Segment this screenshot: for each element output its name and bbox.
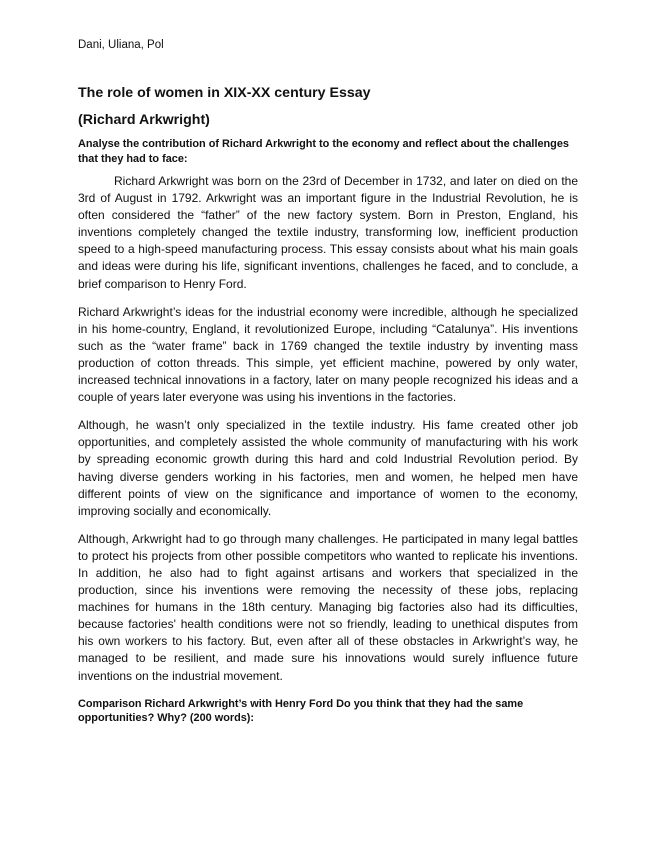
question-prompt-comparison: Comparison Richard Arkwright’s with Henry Ford Do you think that they had the same opportunities? Why? (200 words): [78,697,524,725]
essay-title: The role of women in XIX-XX century Essay [78,85,371,101]
essay-subtitle: (Richard Arkwright) [78,112,210,128]
paragraph-introduction: Richard Arkwright was born on the 23rd of December in 1732, and later on died on the 3rd of August in 1792. Arkwright was an important figure in the Industrial Revolution, he is often considered the “father” of the new factory system. Born in Preston, England, his inventions completely changed the textile industry, transforming low, inefficient production speed to a high-speed manufacturing process. This essay consists about what his main goals and ideas were during his life, significant inventions, challenges he faced, and to conclude, a brief comparison to Henry Ford. [78,174,578,291]
paragraph-job-opportunities: Although, he wasn’t only specialized in the textile industry. His fame created other job opportunities, and completely assisted the whole community of manufacturing with his work by spreading economic growth during this hard and cold Industrial Revolution period. By having diverse genders working in his factories, men and women, he helped men have different points of view on the significance and importance of women to the economy, improving socially and economically. [78,418,578,518]
document-page [78,38,578,726]
paragraph-challenges: Although, Arkwright had to go through many challenges. He participated in many legal battles to protect his projects from other possible competitors who wanted to replicate his inventions. In addition, he also had to fight against artisans and workers that specialized in the production, since his inventions were removing the necessity of these jobs, replacing machines for humans in the 18th century. Managing big factories also had its difficulties, because factories' health conditions were not so friendly, leading to unethical disputes from his own workers to his factory. But, even after all of these obstacles in Arkwright’s way, he managed to be resilient, and made sure his innovations would surely influence future inventions on the industrial movement. [78,531,578,683]
paragraph-economic-ideas: Richard Arkwright’s ideas for the industrial economy were incredible, although he specialized in his home-country, England, it revolutionized Europe, including “Catalunya”. His inventions such as the “water frame” back in 1769 changed the textile industry by inventing mass production of cotton threads. This simple, yet efficient machine, powered by only water, increased technical innovations in a factory, later on many people recognized his ideas and a couple of years later everyone was using his inventions in the factories. [78,304,578,405]
authors-line: Dani, Uliana, Pol [78,39,164,51]
question-prompt-contribution: Analyse the contribution of Richard Arkwright to the economy and reflect about the challenges that they had to face: [78,138,569,165]
